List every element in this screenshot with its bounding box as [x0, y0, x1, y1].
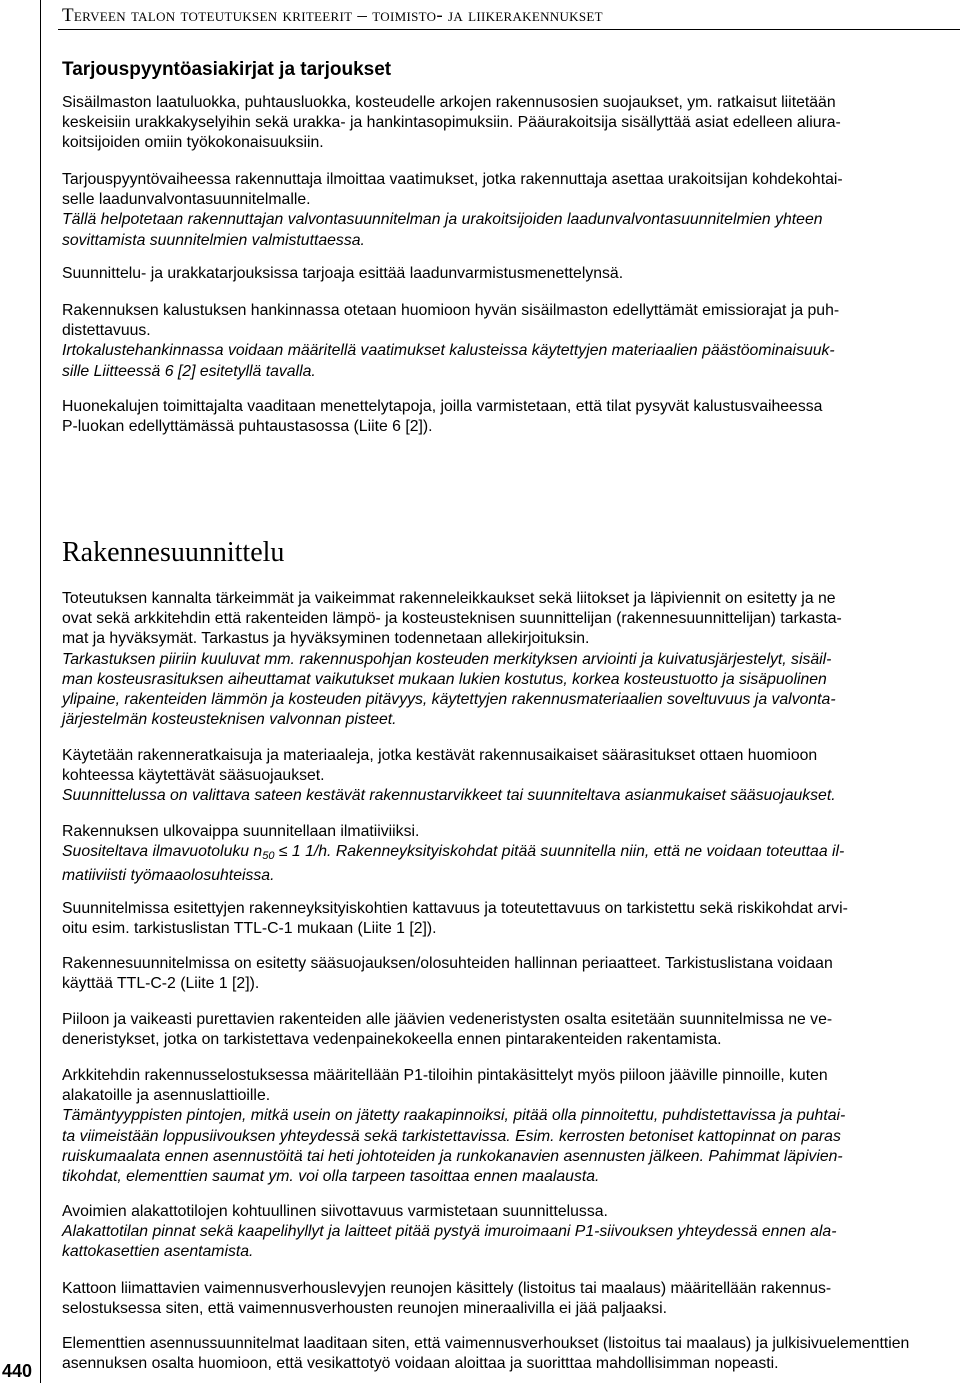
italic-line: Tällä helpotetaan rakennuttajan valvontasuunnitelman ja urakoitsijoiden laadunvalvontasuunnitelmien yhteen	[62, 211, 823, 229]
italic-line: Tämäntyyppisten pintojen, mitkä usein on jätetty raakapinnoiksi, pitää olla pinnoitettu, puhdistettavissa ja puhtai-	[62, 1107, 846, 1125]
italic-line: Irtokalustehankinnassa voidaan määritellä vaatimukset kalusteissa käytettyjen materiaalien päästöominaisuuk-	[62, 342, 835, 360]
paragraph	[62, 170, 952, 251]
italic-line: Alakattotilan pinnat sekä kaapelihyllyt ja laitteet pitää pystyä imuroimaani P1-siivouksen yhteydessä ennen ala-	[62, 1223, 837, 1241]
italic-line: matiiviisti työmaaolosuhteissa.	[62, 867, 275, 885]
text-line: Avoimien alakattotilojen kohtuullinen siivottavuus varmistetaan suunnittelussa.	[62, 1203, 608, 1220]
text-line: Rakennuksen ulkovaippa suunnitellaan ilmatiiviiksi.	[62, 823, 420, 840]
text-line: Rakennesuunnitelmissa on esitetty sääsuojauksen/olosuhteiden hallinnan periaatteet. Tarkistuslistana voidaan	[62, 955, 833, 972]
text-line: kohteessa käytettävät sääsuojaukset.	[62, 767, 325, 785]
paragraph	[62, 1066, 952, 1187]
text-line: Suunnittelu- ja urakkatarjouksissa tarjoaja esittää laadunvarmistusmenettelynsä.	[62, 265, 624, 282]
paragraph	[62, 93, 952, 154]
text-line: keskeisiin urakkakyselyihin sekä urakka- ja hankintasopimuksiin. Pääurakoitsija sisällyttää asiat edelleen aliura-	[62, 114, 841, 132]
paragraph	[62, 301, 952, 382]
section-heading-tender: Tarjouspyyntöasiakirjat ja tarjoukset	[62, 59, 392, 80]
italic-line: tikohdat, elementtien saumat ym. voi olla tarpeen tasoittaa ennen maalausta.	[62, 1168, 600, 1186]
text-line: deneristykset, jotka on tarkistettava vedenpainekokeella ennen pintarakenteiden rakentamista.	[62, 1031, 722, 1049]
text-line: Arkkitehdin rakennusselostuksessa määritellään P1-tiloihin pintakäsittelyt myös piiloon jääville pinnoille, kuten	[62, 1067, 828, 1084]
italic-line: sille Liitteessä 6 [2] esitetyllä tavalla.	[62, 362, 316, 380]
italic-line: ta viimeistään loppusiivouksen yhteydessä sekä tarkistettavissa. Esim. kerrosten betoniset kattopinnat on paras	[62, 1127, 841, 1145]
text-line: Rakennuksen kalustuksen hankinnassa otetaan huomioon hyvän sisäilmaston edellyttämät emissiorajat ja puh-	[62, 302, 840, 319]
text-line: Sisäilmaston laatuluokka, puhtausluokka, kosteudelle arkojen rakennusosien suojaukset, ym. ratkaisut liitetään	[62, 94, 836, 111]
paragraph	[62, 1279, 952, 1319]
italic-line: ylipaine, rakenteiden lämmön ja kosteuden pitävyys, käytettyjen rakennusmateriaalien soveltuvuus ja valvonta-	[62, 691, 836, 709]
running-header: Terveen talon toteutuksen kriteerit – toimisto- ja liikerakennukset	[62, 5, 603, 26]
text-line: ovat sekä arkkitehdin että rakenteiden lämpö- ja kosteusteknisen suunnittelijan (rakennesuunnittelijan) tarkasta-	[62, 610, 842, 628]
italic-line	[62, 842, 952, 866]
italic-line: ruiskumaalata ennen asennustöitä tai heti johtoteiden ja runkokanavien asennusten jälkeen. Pahimmat läpivien-	[62, 1147, 843, 1165]
italic-line: man kosteusrasituksen aiheuttamat vaikutukset mukaan lukien kostutus, korkea kosteustuotto ja sisäpuolinen	[62, 670, 827, 688]
text-line: koitsijoiden omiin työkokonaisuuksiin.	[62, 134, 324, 152]
text-line: Käytetään rakenneratkaisuja ja materiaaleja, jotka kestävät rakennusaikaiset säärasitukset ottaen huomioon	[62, 747, 818, 764]
section-heading-structural: Rakennesuunnittelu	[62, 537, 285, 568]
text-line: Piiloon ja vaikeasti purettavien rakenteiden alle jäävien vedeneristysten osalta esitetään suunnitelmissa ne ve-	[62, 1011, 833, 1028]
text-line: Kattoon liimattavien vaimennusverhouslevyjen reunojen käsittely (listoitus tai maalaus) määritellään rakennus-	[62, 1280, 832, 1297]
text-line: Toteutuksen kannalta tärkeimmät ja vaikeimmat rakenneleikkaukset sekä liitokset ja läpiviennit on esitetty ja ne	[62, 590, 836, 607]
paragraph	[62, 899, 952, 939]
text-line: oitu esim. tarkistuslistan TTL-C-1 mukaan (Liite 1 [2]).	[62, 920, 437, 938]
text-line: distettavuus.	[62, 322, 151, 340]
italic-line: kattokasettien asentamista.	[62, 1243, 254, 1261]
text-line: alakatoille ja asennuslattioille.	[62, 1087, 271, 1105]
text-line: selostuksessa siten, että vaimennusverhousten reunojen mineraalivilla ei jää paljaaksi.	[62, 1300, 668, 1318]
subscript: 50	[262, 850, 275, 863]
paragraph	[62, 589, 952, 730]
text-line: P-luokan edellyttämässä puhtaustasossa (Liite 6 [2]).	[62, 418, 433, 436]
text-line: Suunnitelmissa esitettyjen rakenneyksityiskohtien kattavuus ja toteutettavuus on tarkistettu sekä riskikohdat arvi-	[62, 900, 848, 917]
italic-text: Suositeltava ilmavuotoluku n	[62, 843, 263, 861]
text-line: mat ja hyväksymät. Tarkastus ja hyväksyminen todennetaan allekirjoituksin.	[62, 630, 590, 648]
paragraph	[62, 1010, 952, 1050]
header-rule	[58, 29, 960, 30]
text-line: selle laadunvalvontasuunnitelmalle.	[62, 191, 311, 209]
text-line: Tarjouspyyntövaiheessa rakennuttaja ilmoittaa vaatimukset, jotka rakennuttaja asettaa urakoitsijan kohdekohtai-	[62, 171, 843, 188]
italic-line: sovittamista suunnitelmien valmistuttaessa.	[62, 231, 365, 249]
italic-line: Suunnittelussa on valittava sateen kestävät rakennustarvikkeet tai suunniteltava asianmukaiset sääsuojaukset.	[62, 787, 836, 805]
paragraph	[62, 264, 952, 284]
page-number: 440	[2, 1361, 33, 1381]
paragraph	[62, 1334, 952, 1374]
text-line: Elementtien asennussuunnitelmat laaditaan siten, että vaimennusverhoukset (listoitus tai maalaus) ja julkisivuelementtien	[62, 1335, 910, 1352]
paragraph	[62, 1202, 952, 1263]
text-line: Huonekalujen toimittajalta vaaditaan menettelytapoja, joilla varmistetaan, että tilat pysyvät kalustusvaiheessa	[62, 398, 823, 415]
paragraph	[62, 746, 952, 807]
text-line: käyttää TTL-C-2 (Liite 1 [2]).	[62, 975, 260, 993]
text-line: asennuksen osalta huomioon, että vesikattotyö voidaan aloittaa ja suoritttaa mahdollisimman nopeasti.	[62, 1355, 779, 1373]
italic-line: järjestelmän kosteusteknisen valvonnan pisteet.	[62, 711, 397, 729]
paragraph	[62, 954, 952, 994]
paragraph	[62, 397, 952, 437]
italic-line: Tarkastuksen piiriin kuuluvat mm. rakennuspohjan kosteuden merkityksen arviointi ja kuivatusjärjestelyt, sisäil-	[62, 650, 832, 668]
paragraph	[62, 822, 952, 887]
italic-text: ≤ 1 1/h. Rakenneyksityiskohdat pitää suunnitella niin, että ne voidaan toteuttaa il-	[274, 843, 845, 861]
margin-rule	[40, 0, 41, 1383]
